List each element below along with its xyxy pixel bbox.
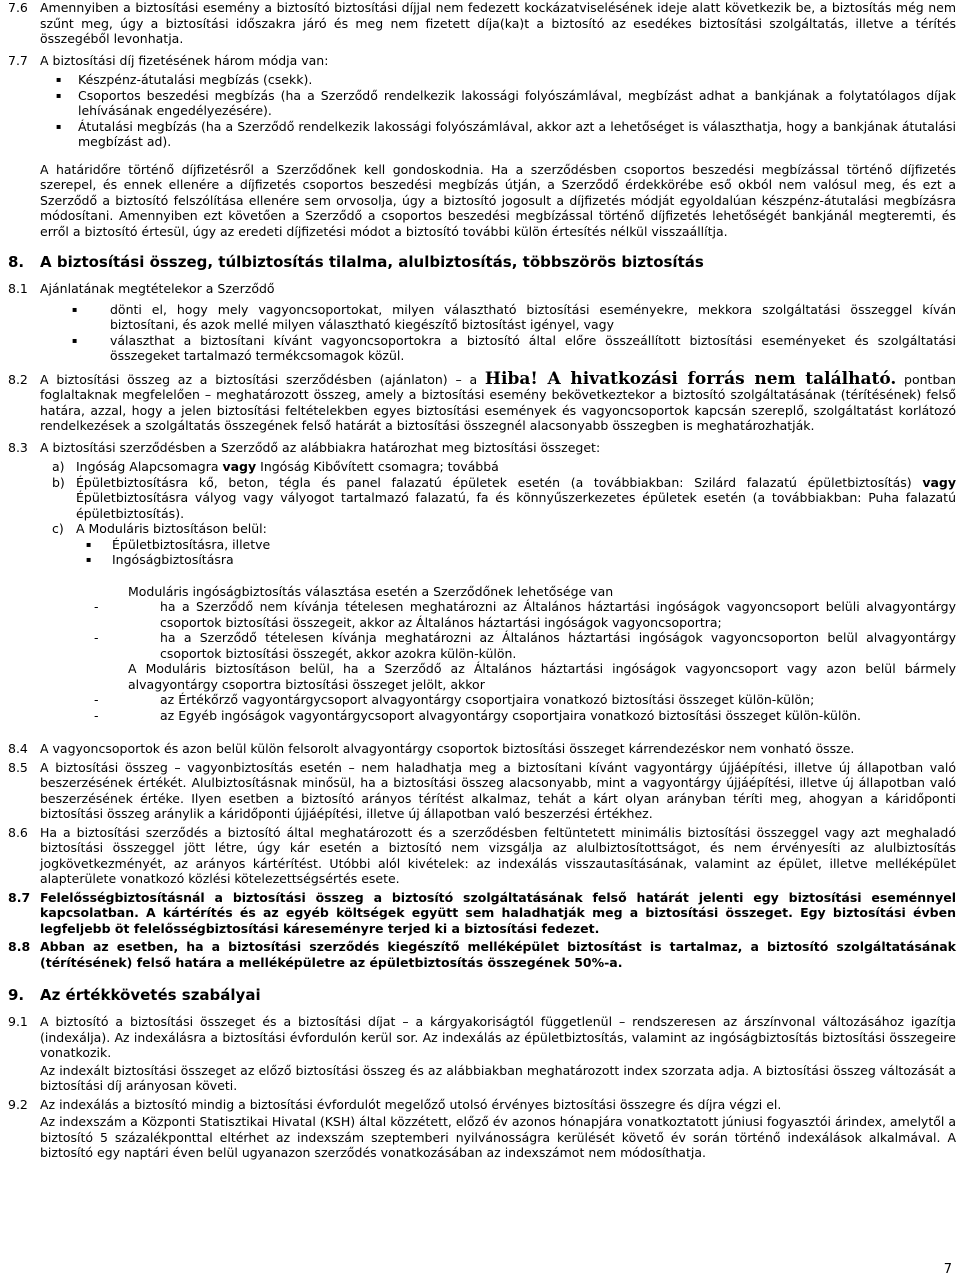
- section-title: Az értékkövetés szabályai: [40, 986, 261, 1004]
- clause-text: Abban az esetben, ha a biztosítási szerződés kiegészítő melléképület biztosítást is tartalmaz, a biztosító szolgáltatásának (térítésének) felső határa a melléképületre az épületbiztosítás összegének 50%-a.: [40, 939, 956, 970]
- list-item: ▪ választhat a biztosítani kívánt vagyoncsoportokra a biztosító által előre összeállított biztosítási eseményeket és szolgáltatási összegeket tartalmazó termékcsomagok közül.: [8, 333, 956, 364]
- clause-number: 7.7: [8, 52, 28, 68]
- clause-number: 9.1: [8, 1014, 28, 1029]
- clause-intro: Ajánlatának megtételekor a Szerződő: [40, 281, 275, 296]
- section-heading-8: [8, 253, 956, 271]
- clause-text: A biztosítási összeg – vagyonbiztosítás esetén – nem haladhatja meg a biztosítani kívánt vagyontárgy újjáépítési, illetve új állapotban való beszerzésének értékét. Alulbiztosításnak minősül, ha a biztosítási összeg alacsonyabb, mint a vagyontárgy újjáépítési, illetve új állapotban való beszerzésének értéke. Ilyen esetben a biztosító arányos térítést alkalmaz, tehát a kárt olyan arányban téríti meg, ahogyan a káridőponti biztosítási összeg aránylik a káridőponti újjáépítési, illetve új állapotban való beszerzési értékhez.: [40, 759, 956, 821]
- clause-number: 8.4: [8, 741, 28, 756]
- clause-text: Az indexálás a biztosító mindig a biztosítási évfordulót megelőző utolsó érvényes biztosítási összegre és díjra végzi el.: [40, 1096, 782, 1112]
- clause-intro: A biztosítási díj fizetésének három módja van:: [40, 52, 329, 68]
- section-heading-9: [8, 986, 956, 1004]
- list-item: ▪ Ingóságbiztosításra: [24, 552, 956, 568]
- option-text: Épületbiztosításra kő, beton, tégla és panel falazatú épületek esetén (a továbbiakban: Szilárd falazatú épületbiztosítás): [76, 474, 923, 490]
- option-label: b): [52, 474, 65, 490]
- list-item: ▪ Készpénz-átutalási megbízás (csekk).: [8, 72, 956, 88]
- modular-household-list: [8, 599, 956, 661]
- option-label: a): [52, 459, 65, 474]
- clause-text: A biztosító a biztosítási összeget és a biztosítási díjat – a kárgyakoriságtól függetlenül – rendszeresen az árszínvonal változásához igazítja (indexálja). Az indexálásra a biztosítási évfordulón kerül sor. Az indexálás az épületbiztosítás, valamint az ingóságbiztosítás biztosítási összegeire vonatkozik.: [40, 1014, 956, 1060]
- option-text: Ingóság Kibővített csomagra; továbbá: [256, 459, 499, 474]
- clause-number: 9.2: [8, 1096, 28, 1112]
- payment-method-list: [8, 72, 956, 150]
- modular-paragraph: A Moduláris biztosításon belül, ha a Szerződő az Általános háztartási ingóságok vagyoncsoport vagy azon belül bármely alvagyontárgy csoportra biztosítási összeget jelölt, akkor: [128, 661, 956, 692]
- list-item: ▪ Csoportos beszedési megbízás (ha a Szerződő rendelkezik lakossági folyószámlával, megbízást adhat a bankjának a folytatólagos díjak lehívásának engedélyezésére).: [8, 88, 956, 119]
- clause-8-2: [8, 368, 956, 434]
- document-page: [8, 0, 956, 1161]
- section-number: 8.: [8, 253, 25, 271]
- clause-8-7: [8, 890, 956, 937]
- clause-text: Ha a biztosítási szerződés a biztosító által meghatározott és a szerződésben feltüntetett minimális biztosítási összeggel vagy azt meghaladó biztosítási összeggel jött létre, úgy kár esetén a biztosító nem vizsgálja az alulbiztosítottságot, és nem érvényesíti az alulbiztosítás jogkövetkezményét, az arányos kártérítést. Utóbbi alól kivételek: az indexálás visszautasításának, valamint az épület, illetve melléképület alapterülete vonatkozó közlési kötelezettségsértés esete.: [40, 824, 956, 886]
- clause-number: 8.6: [8, 824, 28, 840]
- list-item: - ha a Szerződő nem kívánja tételesen meghatározni az Általános háztartási ingóságok vagyoncsoport belüli alvagyontárgy csoportok biztosítási összegeit, akkor az Általános háztartási ingóságok vagyoncsoportra;: [8, 599, 956, 630]
- option-c: [8, 521, 956, 537]
- section-number: 9.: [8, 986, 25, 1004]
- clause-number: 8.3: [8, 439, 28, 455]
- option-a: [8, 459, 956, 475]
- list-item: - az Egyéb ingóságok vagyontárgycsoport alvagyontárgy csoportjaira vonatkozó biztosítási összeget külön-külön.: [8, 708, 956, 724]
- clause-number: 7.6: [8, 0, 28, 15]
- clause-8-1: [8, 281, 956, 297]
- clause-intro: A biztosítási szerződésben a Szerződő az alábbiakra határozhat meg biztosítási összeget:: [40, 439, 601, 455]
- option-emphasis: vagy: [922, 474, 956, 490]
- payment-paragraph: [8, 162, 956, 240]
- option-text: A Moduláris biztosításon belül:: [76, 521, 267, 536]
- option-emphasis: vagy: [222, 459, 257, 474]
- clause-9-2: [8, 1097, 956, 1113]
- clause-text: Felelősségbiztosításnál a biztosítási összeg a biztosító szolgáltatásának felső határát jelenti egy biztosítási eseménnyel kapcsolatban. A kártérítés és az egyéb költségek együtt sem haladhatják meg a biztosítási összeget. Egy biztosítási évben legfeljebb öt felelősségbiztosítási káreseményre terjed ki a biztosítási fedezet.: [40, 889, 956, 936]
- clause-number: 8.2: [8, 371, 28, 387]
- clause-number: 8.8: [8, 939, 31, 954]
- page-number: 7: [943, 1262, 952, 1277]
- clause-number: 8.7: [8, 889, 31, 905]
- option-label: c): [52, 521, 64, 536]
- list-item: ▪ Épületbiztosításra, illetve: [24, 537, 956, 553]
- clause-text-start: A biztosítási összeg az a biztosítási szerződésben (ajánlaton) – a: [40, 371, 485, 387]
- deadline-sentence: A határidőre történő díjfizetésről a Szerződőnek kell gondoskodnia.: [40, 161, 484, 177]
- option-text: Ingóság Alapcsomagra: [76, 459, 223, 474]
- clause-8-4: [8, 741, 956, 757]
- payment-rules-text: Ha a szerződésben csoportos beszedési megbízással történő díjfizetés szerepel, és ennek ellenére a díjfizetés csoportos beszedési megbízás útján, a Szerződő érdekkörébe eső okból nem valósul meg, és ezt a Szerződő a biztosító felszólítása ellenére sem orvosolja, úgy a biztosító jogosult a díjfizetés módját egyoldalúan készpénz-átutalási megbízásra módosítani. Amennyiben ezt követően a Szerződő a csoportos beszedési megbízással történő díjfizetés lehetőségét bankjánál megteremti, és erről a biztosító értesül, úgy az eredeti díjfizetési módot a biztosító további külön értesítés nélkül visszaállítja.: [40, 161, 956, 239]
- clause-8-5: [8, 760, 956, 822]
- list-item: - ha a Szerződő tételesen kívánja meghatározni az Általános háztartási ingóságok vagyoncsoporton belül alvagyontárgy csoportok biztosítási összegét, akkor azokra külön-külön.: [8, 630, 956, 661]
- proposal-options-list: [8, 302, 956, 364]
- list-item: ▪ dönti el, hogy mely vagyoncsoportokat, milyen választható biztosítási eseményekre, mekkora szolgáltatási összeggel kíván biztosítani, és azok mellé milyen választható kiegészítő biztosítást igényel, vagy: [8, 302, 956, 333]
- option-text: Épületbiztosításra vályog vagy vályogot tartalmazó falazatú, fa és könnyűszerkezetes épületek esetén (a továbbiakban: Puha falazatú épületbiztosítás).: [76, 490, 956, 521]
- clause-8-8: [8, 939, 956, 970]
- clause-9-2-continued: Az indexszám a Központi Statisztikai Hivatal (KSH) által közzétett, előző év azonos hónapjára vonatkoztatott júniusi fogyasztói árindex, amelytől a biztosító 5 százalékponttal eltérhet az indexszám szeptemberi nyilvánosságra kerülését követő év során történő indexálások alkalmával. A biztosító egy naptári éven belül ugyanazon szerződés vonatkozásában az indexszámot nem módosíthatja.: [40, 1114, 956, 1160]
- modular-options-list: [8, 537, 956, 568]
- clause-text: A vagyoncsoportok és azon belül külön felsorolt alvagyontárgy csoportok biztosítási összeget kárrendezéskor nem vonható össze.: [40, 741, 855, 756]
- list-item: ▪ Átutalási megbízás (ha a Szerződő rendelkezik lakossági folyószámlával, akkor azt a lehetőséget is választhatja, hogy a bankjának átutalási megbízást ad).: [8, 119, 956, 150]
- clause-9-1: [8, 1014, 956, 1061]
- clause-8-6: [8, 825, 956, 887]
- clause-7-6: [8, 0, 956, 47]
- clause-text-end: pontban foglaltaknak megfelelően – meghatározott összeg, amely a biztosítási esemény bekövetkeztekor a biztosító szolgáltatásának (térítésének) felső határa, azzal, hogy a jelen biztosítási feltételekben egyes biztosítási események és vagyoncsoportok kapcsán szereplő, szolgáltatást korlátozó rendelkezések a szolgáltatás összegének felső határát a biztosítási összegnél alacsonyabb összegben is meghatározhatják.: [40, 371, 956, 433]
- clause-9-1-continued: Az indexált biztosítási összeget az előző biztosítási összeg és az alábbiakban meghatározott index szorzata adja. A biztosítási összeg változását a biztosítási díj arányosan követi.: [40, 1062, 956, 1093]
- reference-error-text: Hiba! A hivatkozási forrás nem található.: [484, 368, 897, 389]
- clause-number: 8.1: [8, 281, 28, 296]
- modular-subgroup-list: [8, 692, 956, 723]
- modular-intro: Moduláris ingóságbiztosítás választása esetén a Szerződőnek lehetősége van: [128, 583, 614, 599]
- insurance-sum-options: [8, 459, 956, 537]
- clause-text: Amennyiben a biztosítási esemény a biztosító biztosítási díjjal nem fedezett kockázatviselésének ideje alatt következik be, a biztosítás még nem szűnt meg, úgy a biztosítási időszakra járó és meg nem fizetett díja(ka)t a biztosító az esedékes biztosítási szolgáltatás, illetve a térítés összegéből levonhatja.: [40, 0, 956, 46]
- list-item: - az Értékőrző vagyontárgycsoport alvagyontárgy csoportjaira vonatkozó biztosítási összeget külön-külön;: [8, 692, 956, 708]
- option-b: [8, 475, 956, 522]
- clause-number: 8.5: [8, 759, 28, 775]
- clause-7-7: [8, 53, 956, 69]
- clause-8-3: [8, 440, 956, 456]
- section-title: A biztosítási összeg, túlbiztosítás tilalma, alulbiztosítás, többszörös biztosítás: [40, 253, 704, 271]
